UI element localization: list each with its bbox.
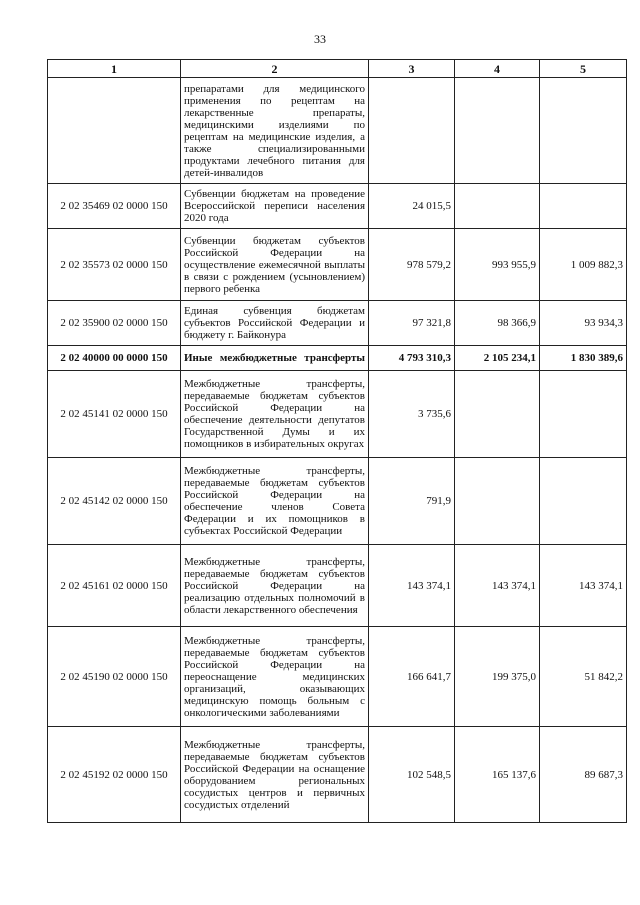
amount-col5-cell: 1 009 882,3 xyxy=(540,229,627,301)
amount-col5-cell: 51 842,2 xyxy=(540,627,627,727)
amount-col4-cell: 199 375,0 xyxy=(455,627,540,727)
column-header-5: 5 xyxy=(540,60,627,78)
budget-code-cell xyxy=(48,78,181,184)
budget-code-cell: 2 02 45192 02 0000 150 xyxy=(48,727,181,823)
table-row xyxy=(48,301,627,346)
table-header-row xyxy=(48,60,627,78)
amount-col4-cell: 993 955,9 xyxy=(455,229,540,301)
page-number: 33 xyxy=(314,32,326,46)
amount-col5-cell xyxy=(540,458,627,545)
amount-col3-cell: 24 015,5 xyxy=(369,184,455,229)
description-cell: Субвенции бюджетам на проведение Всероссийской переписи населения 2020 года xyxy=(181,184,369,229)
column-header-1: 1 xyxy=(48,60,181,78)
amount-col4-cell: 98 366,9 xyxy=(455,301,540,346)
amount-col4-cell xyxy=(455,78,540,184)
amount-col5-cell xyxy=(540,78,627,184)
table-row xyxy=(48,346,627,371)
column-header-3: 3 xyxy=(369,60,455,78)
table-row xyxy=(48,184,627,229)
table-row xyxy=(48,545,627,627)
description-cell: препаратами для медицинского применения по рецептам на лекарственные препараты, медицинскими изделиями по рецептам на медицинские изделия, а также специализированными продуктами лечебного питания для детей-инвалидов xyxy=(181,78,369,184)
description-cell: Межбюджетные трансферты, передаваемые бюджетам субъектов Российской Федерации на обеспечение деятельности депутатов Государственной Думы и их помощников в избирательных округах xyxy=(181,371,369,458)
amount-col4-cell: 143 374,1 xyxy=(455,545,540,627)
table-row xyxy=(48,78,627,184)
description-cell: Межбюджетные трансферты, передаваемые бюджетам субъектов Российской Федерации на обеспечение членов Совета Федерации и их помощников в субъектах Российской Федерации xyxy=(181,458,369,545)
table-row xyxy=(48,371,627,458)
amount-col3-cell: 4 793 310,3 xyxy=(369,346,455,371)
column-header-4: 4 xyxy=(455,60,540,78)
description-cell: Субвенции бюджетам субъектов Российской Федерации на осуществление ежемесячной выплаты в связи с рождением (усыновлением) первого ребенка xyxy=(181,229,369,301)
amount-col5-cell: 1 830 389,6 xyxy=(540,346,627,371)
amount-col4-cell xyxy=(455,458,540,545)
table-row xyxy=(48,727,627,823)
budget-code-cell: 2 02 35573 02 0000 150 xyxy=(48,229,181,301)
amount-col3-cell: 791,9 xyxy=(369,458,455,545)
table-row xyxy=(48,458,627,545)
table-row xyxy=(48,229,627,301)
amount-col3-cell: 166 641,7 xyxy=(369,627,455,727)
amount-col5-cell: 143 374,1 xyxy=(540,545,627,627)
description-cell: Единая субвенция бюджетам субъектов Российской Федерации и бюджету г. Байконура xyxy=(181,301,369,346)
budget-table xyxy=(47,59,627,823)
description-cell: Иные межбюджетные трансферты xyxy=(181,346,369,371)
budget-code-cell: 2 02 40000 00 0000 150 xyxy=(48,346,181,371)
amount-col4-cell: 165 137,6 xyxy=(455,727,540,823)
amount-col5-cell: 89 687,3 xyxy=(540,727,627,823)
amount-col4-cell xyxy=(455,371,540,458)
budget-code-cell: 2 02 45142 02 0000 150 xyxy=(48,458,181,545)
budget-code-cell: 2 02 45161 02 0000 150 xyxy=(48,545,181,627)
amount-col3-cell: 143 374,1 xyxy=(369,545,455,627)
amount-col3-cell: 3 735,6 xyxy=(369,371,455,458)
amount-col3-cell: 978 579,2 xyxy=(369,229,455,301)
amount-col4-cell: 2 105 234,1 xyxy=(455,346,540,371)
amount-col5-cell xyxy=(540,184,627,229)
description-cell: Межбюджетные трансферты, передаваемые бюджетам субъектов Российской Федерации на переоснащение медицинских организаций, оказывающих медицинскую помощь больным с онкологическими заболеваниями xyxy=(181,627,369,727)
budget-code-cell: 2 02 35900 02 0000 150 xyxy=(48,301,181,346)
budget-code-cell: 2 02 35469 02 0000 150 xyxy=(48,184,181,229)
amount-col3-cell xyxy=(369,78,455,184)
amount-col4-cell xyxy=(455,184,540,229)
amount-col5-cell: 93 934,3 xyxy=(540,301,627,346)
table-row xyxy=(48,627,627,727)
amount-col3-cell: 102 548,5 xyxy=(369,727,455,823)
budget-code-cell: 2 02 45141 02 0000 150 xyxy=(48,371,181,458)
table-body xyxy=(48,78,627,823)
column-header-2: 2 xyxy=(181,60,369,78)
amount-col5-cell xyxy=(540,371,627,458)
description-cell: Межбюджетные трансферты, передаваемые бюджетам субъектов Российской Федерации на реализацию отдельных полномочий в области лекарственного обеспечения xyxy=(181,545,369,627)
description-cell: Межбюджетные трансферты, передаваемые бюджетам субъектов Российской Федерации на оснащение оборудованием региональных сосудистых центров и первичных сосудистых отделений xyxy=(181,727,369,823)
budget-code-cell: 2 02 45190 02 0000 150 xyxy=(48,627,181,727)
amount-col3-cell: 97 321,8 xyxy=(369,301,455,346)
